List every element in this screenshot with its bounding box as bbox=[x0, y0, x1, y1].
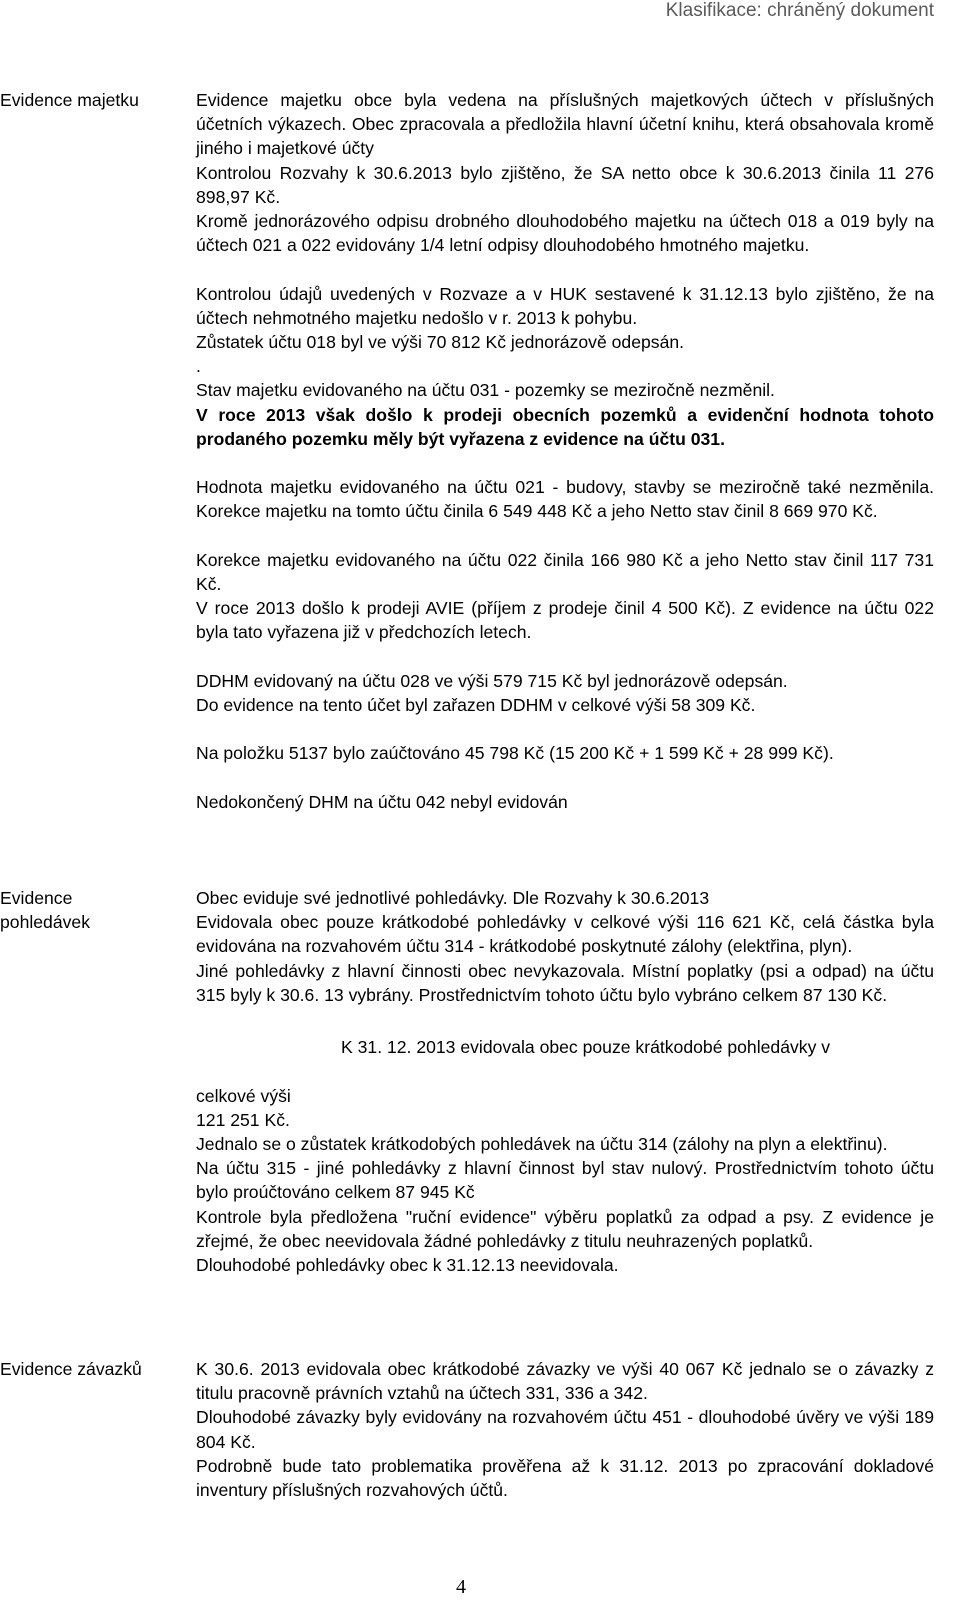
section-label-pohledavky: Evidence pohledávek bbox=[0, 888, 90, 933]
paragraph: . bbox=[196, 356, 201, 377]
paragraph: Zůstatek účtu 018 byl ve výši 70 812 Kč jednorázově odepsán. bbox=[196, 332, 685, 353]
paragraph: Korekce majetku evidovaného na účtu 022 činila 166 980 Kč a jeho Netto stav činil 117 731 Kč. bbox=[196, 549, 934, 595]
paragraph: DDHM evidovaný na účtu 028 ve výši 579 715 Kč byl jednorázově odepsán. bbox=[196, 670, 788, 691]
paragraph: Jednalo se o zůstatek krátkodobých pohledávek na účtu 314 (zálohy na plyn a elektřinu). bbox=[196, 1134, 888, 1154]
paragraph: Obec eviduje své jednotlivé pohledávky. Dle Rozvahy k 30.6.2013 bbox=[196, 888, 710, 908]
paragraph: Nedokončený DHM na účtu 042 nebyl evidován bbox=[196, 791, 568, 812]
paragraph: Stav majetku evidovaného na účtu 031 - pozemky se meziročně nezměnil. bbox=[196, 380, 775, 401]
paragraph: Do evidence na tento účet byl zařazen DDHM v celkové výši 58 309 Kč. bbox=[196, 695, 756, 716]
paragraph: Kontrole byla předložena "ruční evidence" výběru poplatků za odpad a psy. Z evidence je zřejmé, že obec neevidovala žádné pohledávky z titulu neuhrazených poplatků. bbox=[196, 1206, 934, 1251]
section-label-majetek: Evidence majetku bbox=[0, 90, 139, 110]
paragraph: Dlouhodobé závazky byly evidovány na rozvahovém účtu 451 - dlouhodobé úvěry ve výši 189 804 Kč. bbox=[196, 1407, 934, 1452]
paragraph: Kontrolou údajů uvedených v Rozvaze a v HUK sestavené k 31.12.13 bylo zjištěno, že na účtech nehmotného majetku nedošlo v r. 2013 k pohybu. bbox=[196, 283, 934, 328]
section-label-zavazky: Evidence závazků bbox=[0, 1359, 142, 1379]
paragraph: Evidence majetku obce byla vedena na příslušných majetkových účtech v příslušných účetních výkazech. Obec zpracovala a předložila hlavní účetní knihu, která obsahovala kromě jiného i majetkové účty bbox=[196, 90, 934, 159]
paragraph: Dlouhodobé pohledávky obec k 31.12.13 neevidovala. bbox=[196, 1255, 619, 1276]
document-classification: Klasifikace: chráněný dokument bbox=[665, 0, 934, 21]
page-number: 4 bbox=[456, 1576, 466, 1598]
paragraph: 121 251 Kč. bbox=[196, 1109, 290, 1130]
section-body-majetek bbox=[196, 88, 934, 814]
paragraph: Jiné pohledávky z hlavní činnosti obec nevykazovala. Místní poplatky (psi a odpad) na účtu 315 byly k 30.6. 13 vybrány. Prostřednictvím tohoto účtu bylo vybráno celkem 87 130 Kč. bbox=[196, 960, 934, 1005]
paragraph: Kontrolou Rozvahy k 30.6.2013 bylo zjištěno, že SA netto obce k 30.6.2013 činila 11 276 898,97 Kč. bbox=[196, 162, 934, 207]
paragraph: K 31. 12. 2013 evidovala obec pouze krátkodobé pohledávky v bbox=[341, 1037, 831, 1058]
paragraph: celkové výši bbox=[196, 1085, 291, 1106]
paragraph: Evidovala obec pouze krátkodobé pohledávky v celkové výši 116 621 Kč, celá částka byla evidována na rozvahovém účtu 314 - krátkodobé poskytnuté zálohy (elektřina, plyn). bbox=[196, 912, 934, 957]
paragraph: Podrobně bude tato problematika prověřena až k 31.12. 2013 po zpracování dokladové inventury příslušných rozvahových účtů. bbox=[196, 1455, 934, 1501]
paragraph: Na účtu 315 - jiné pohledávky z hlavní činnost byl stav nulový. Prostřednictvím tohoto účtu bylo proúčtováno celkem 87 945 Kč bbox=[196, 1158, 934, 1203]
paragraph-bold-finding: V roce 2013 však došlo k prodeji obecních pozemků a evidenční hodnota tohoto prodaného pozemku měly být vyřazena z evidence na účtu 031. bbox=[196, 404, 934, 449]
paragraph: Kromě jednorázového odpisu drobného dlouhodobého majetku na účtech 018 a 019 byly na účtech 021 a 022 evidovány 1/4 letní odpisy dlouhodobého hmotného majetku. bbox=[196, 211, 934, 256]
paragraph: V roce 2013 došlo k prodeji AVIE (příjem z prodeje činil 4 500 Kč). Z evidence na účtu 022 byla tato vyřazena již v předchozích letech. bbox=[196, 598, 934, 643]
section-body-zavazky bbox=[196, 1357, 934, 1502]
paragraph: Na položku 5137 bylo zaúčtováno 45 798 Kč (15 200 Kč + 1 599 Kč + 28 999 Kč). bbox=[196, 743, 834, 764]
paragraph: Hodnota majetku evidovaného na účtu 021 - budovy, stavby se meziročně také nezměnila. Korekce majetku na tomto účtu činila 6 549 448 Kč a jeho Netto stav činil 8 669 970 Kč. bbox=[196, 477, 934, 522]
section-body-pohledavky bbox=[196, 886, 934, 1277]
paragraph: K 30.6. 2013 evidovala obec krátkodobé závazky ve výši 40 067 Kč jednalo se o závazky z titulu pracovně právních vztahů na účtech 331, 336 a 342. bbox=[196, 1359, 934, 1404]
